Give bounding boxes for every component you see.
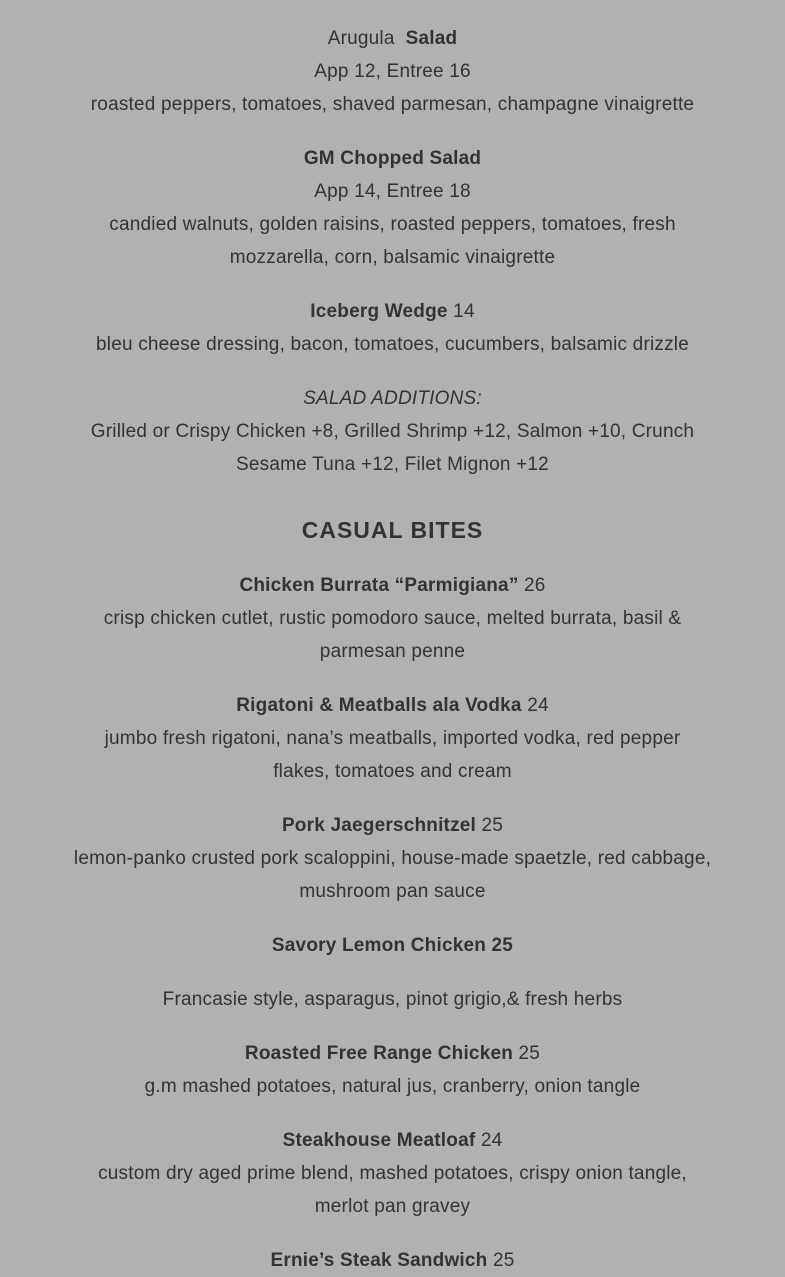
salad-additions-line-2: Sesame Tuna +12, Filet Mignon +12 [236, 454, 549, 475]
chicken-burrata-name: Chicken Burrata “Parmigiana” [239, 575, 519, 596]
pork-jaegerschnitzel-title [0, 814, 785, 838]
chicken-burrata-description-1: crisp chicken cutlet, rustic pomodoro sauce, melted burrata, basil & [103, 608, 682, 629]
rigatoni-name: Rigatoni & Meatballs ala Vodka [236, 695, 522, 716]
rigatoni-title [0, 694, 785, 718]
arugula-salad-name-plain: Arugula [327, 28, 395, 49]
steakhouse-meatloaf-price: 24 [480, 1130, 503, 1151]
gm-chopped-salad-title: GM Chopped Salad [303, 148, 482, 169]
steakhouse-meatloaf-title [0, 1129, 785, 1153]
ernies-steak-sandwich-title [0, 1249, 785, 1273]
salad-additions-heading: SALAD ADDITIONS: [303, 388, 482, 409]
gm-chopped-salad-description-1: candied walnuts, golden raisins, roasted peppers, tomatoes, fresh [109, 214, 676, 235]
iceberg-wedge-description: bleu cheese dressing, bacon, tomatoes, cucumbers, balsamic drizzle [96, 334, 689, 355]
rigatoni-price: 24 [527, 695, 549, 716]
steakhouse-meatloaf-name: Steakhouse Meatloaf [282, 1130, 476, 1151]
arugula-salad-title [0, 27, 785, 51]
chicken-burrata-title [0, 574, 785, 598]
chicken-burrata-price: 26 [524, 575, 546, 596]
savory-lemon-chicken-description: Francasie style, asparagus, pinot grigio,& fresh herbs [162, 989, 623, 1010]
pork-jaegerschnitzel-description-1: lemon-panko crusted pork scaloppini, house-made spaetzle, red cabbage, [73, 848, 712, 869]
chicken-burrata-description-2: parmesan penne [319, 641, 466, 662]
roasted-chicken-name: Roasted Free Range Chicken [244, 1043, 514, 1064]
gm-chopped-salad-description-2: mozzarella, corn, balsamic vinaigrette [229, 247, 556, 268]
roasted-chicken-title [0, 1042, 785, 1066]
pork-jaegerschnitzel-name: Pork Jaegerschnitzel [281, 815, 477, 836]
savory-lemon-chicken-title: Savory Lemon Chicken 25 [271, 935, 514, 956]
pork-jaegerschnitzel-description-2: mushroom pan sauce [299, 881, 486, 902]
salad-additions-line-1: Grilled or Crispy Chicken +8, Grilled Shrimp +12, Salmon +10, Crunch [90, 421, 695, 442]
ernies-steak-sandwich-name: Ernie’s Steak Sandwich [270, 1250, 488, 1271]
iceberg-wedge-price: 14 [453, 301, 475, 322]
arugula-salad-price: App 12, Entree 16 [314, 61, 471, 82]
arugula-salad-name-bold: Salad [405, 28, 458, 49]
casual-bites-heading: CASUAL BITES [301, 517, 484, 543]
pork-jaegerschnitzel-price: 25 [481, 815, 504, 836]
iceberg-wedge-name: Iceberg Wedge [310, 301, 448, 322]
rigatoni-description-2: flakes, tomatoes and cream [273, 761, 512, 782]
roasted-chicken-price: 25 [518, 1043, 541, 1064]
arugula-salad-description: roasted peppers, tomatoes, shaved parmesan, champagne vinaigrette [90, 94, 695, 115]
gm-chopped-salad-price: App 14, Entree 18 [314, 181, 471, 202]
rigatoni-description-1: jumbo fresh rigatoni, nana’s meatballs, imported vodka, red pepper [104, 728, 681, 749]
steakhouse-meatloaf-description-1: custom dry aged prime blend, mashed potatoes, crispy onion tangle, [98, 1163, 687, 1184]
ernies-steak-sandwich-price: 25 [492, 1250, 515, 1271]
steakhouse-meatloaf-description-2: merlot pan gravey [314, 1196, 471, 1217]
iceberg-wedge-title [0, 300, 785, 324]
roasted-chicken-description: g.m mashed potatoes, natural jus, cranberry, onion tangle [144, 1076, 641, 1097]
